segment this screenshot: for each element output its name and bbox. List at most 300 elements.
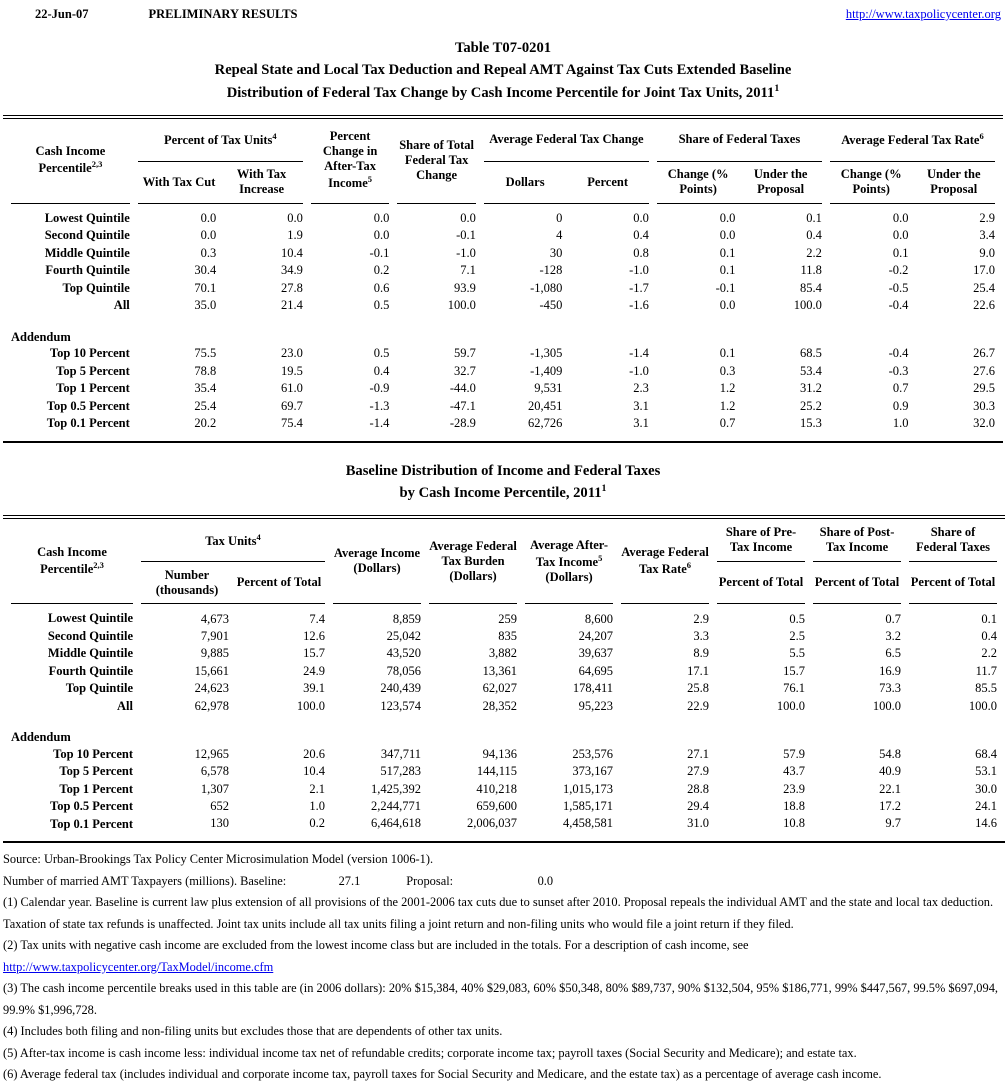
column-header-label: Cash Income Percentile$^{2,3}$ [11,119,130,204]
cell: 8,859 [392,611,422,626]
cell: 24,207 [578,628,614,643]
amt-proposal-value: 0.0 [537,873,554,888]
cell: 30 [549,245,563,260]
cell: 13,361 [482,663,518,678]
row-label: Top 10 Percent [49,346,130,361]
page-header [0,0,1006,22]
cell: 64,695 [578,663,614,678]
cell: 1.9 [287,228,303,243]
cell: 100.0 [447,298,476,313]
footnote-3: (3) The cash income percentile breaks used in this table are (in 2006 dollars): 20% $15,384, 40% $29,083, 60% $50,348, 80% $89,737, 90% $132,504, 95% $186,771, 99% $447,567, 99.5% $697,094, 99.9% $1,996,728. [3,981,998,1017]
table-number: Table T07-0201 [454,40,552,56]
cell: 31.2 [800,381,822,396]
cell: 410,218 [476,781,518,796]
cell: 0.1 [719,263,736,278]
table-row [11,763,997,781]
cell: 0.1 [981,611,998,626]
report-date: 22-Jun-07 [35,7,89,21]
cell: 17.2 [879,799,902,814]
table-row [11,645,997,663]
cell: 43,520 [386,646,422,661]
cell: 3.4 [979,228,995,243]
cell: 178,411 [572,681,614,696]
table-row [11,204,995,228]
cell: 68.4 [975,746,998,761]
column-header: Average Federal Tax Burden (Dollars) [429,519,517,604]
cell: -28.9 [449,415,476,430]
cell: 30.0 [975,781,998,796]
addendum-label: Addendum [11,329,71,344]
sub-column-header: Percent [587,174,628,189]
cell: 62,726 [528,415,563,430]
sub-column-header: Percent of Total [814,575,900,590]
cell: -0.5 [888,280,909,295]
cell: 53.4 [800,363,822,378]
column-header [830,119,995,204]
cell: 0.6 [373,280,390,295]
cell: 57.9 [783,746,806,761]
preliminary-results-label: PRELIMINARY RESULTS [148,7,298,21]
cell: 68.5 [800,346,822,361]
table-row [11,380,995,398]
footnote-1: (1) Calendar year. Baseline is current law plus extension of all provisions of the 2001-2006 tax cuts due to sunset after 2010. Proposal repeals the individual AMT and the state and local tax deduction. Taxation of state tax refunds is unaffected. Joint tax units include all tax units filing a joint return and non-filing units who would file a joint return if they filed. [3,895,994,931]
footnotes [3,849,1003,1086]
cell: 373,167 [572,764,614,779]
cell: 100.0 [296,698,326,713]
cell: 39,637 [578,646,614,661]
cell: 240,439 [380,681,422,696]
cell: -0.4 [888,346,909,361]
cell: 5.5 [789,646,806,661]
cell: 659,600 [476,799,518,814]
cell: 15.3 [800,415,822,430]
cell: -1.4 [629,346,649,361]
cell: 2,006,037 [467,816,518,831]
table-row [11,280,995,298]
cell: 10.4 [280,245,303,260]
cell: 0.0 [287,211,303,226]
cell: 0.4 [633,228,649,243]
row-label: Second Quintile [47,628,133,643]
row-label: All [113,298,130,313]
cell: 0.3 [719,363,736,378]
cell: -1.7 [629,280,649,295]
cell: -1,409 [530,363,563,378]
cell: 24,623 [194,681,229,696]
column-header [909,519,997,604]
cell: 100.0 [968,698,998,713]
amt-baseline-value: 27.1 [338,873,361,888]
cell: 20,451 [528,398,563,413]
cell: 20.2 [194,415,217,430]
cell: 0.2 [309,816,326,831]
cell: 0.4 [806,228,822,243]
row-label: Middle Quintile [44,245,130,260]
cell: 26.7 [973,346,995,361]
cell: 29.4 [687,799,710,814]
column-header: Percent Change in After-Tax Income$^5$ [311,119,390,204]
cell: 0.7 [719,415,736,430]
cell: 1,307 [200,781,229,796]
cell: -44.0 [449,381,476,396]
cell: 76.1 [783,681,806,696]
cell: 62,978 [194,698,229,713]
row-label: Lowest Quintile [44,210,130,225]
cell: 11.7 [975,663,998,678]
cell: 27.8 [280,280,303,295]
cell: 2.9 [693,611,710,626]
cell: 3.2 [885,628,902,643]
cell: 10.8 [783,816,806,831]
column-header-label: Cash Income Percentile$^{2,3}$ [11,519,133,604]
row-label: Top Quintile [62,280,130,295]
cell: 253,576 [572,746,614,761]
cell: -1.0 [629,363,649,378]
column-group-title: Tax Units$^4$ [141,519,325,562]
cell: 59.7 [453,346,476,361]
cell: 0.0 [719,211,736,226]
table1-title-block [0,38,1006,105]
table2-title-line1: Baseline Distribution of Income and Federal Taxes [345,462,661,479]
column-group-title: Share of Post-Tax Income [813,519,901,562]
cell: 6.5 [885,646,902,661]
cell: 0.0 [460,211,476,226]
cell: 0.1 [719,245,736,260]
cell: 8.9 [693,646,710,661]
cell: 8,600 [584,611,614,626]
cell: 2.5 [789,628,806,643]
cell: 31.0 [687,816,710,831]
sub-column-header: Change (% Points) [840,167,902,197]
column-group-title: Share of Federal Taxes [657,119,822,162]
cell: 32.0 [973,415,995,430]
addendum-label: Addendum [11,730,71,745]
cell: 75.4 [280,415,303,430]
cell: 0.0 [892,228,909,243]
cell: -1.0 [629,263,649,278]
cell: 0.0 [633,211,649,226]
cell: 34.9 [280,263,303,278]
cell: 0.0 [892,211,909,226]
row-label: Top 0.1 Percent [50,816,133,831]
income-definition-link[interactable]: http://www.taxpolicycenter.org/TaxModel/income.cfm [3,959,274,974]
cell: 29.5 [973,381,995,396]
cell: 2.2 [981,646,998,661]
tax-change-table [3,115,1003,443]
row-label: Top 0.1 Percent [46,416,130,431]
cell: 3,882 [488,646,518,661]
sub-column-header: Number (thousands) [155,567,219,597]
column-header [717,519,805,604]
cell: 144,115 [476,764,518,779]
cell: 14.6 [975,816,998,831]
table-row [11,781,997,799]
column-header [138,119,303,204]
amt-proposal-label: Proposal: [406,873,454,888]
cell: 652 [210,799,229,814]
table-row [11,227,995,245]
column-header [657,119,822,204]
sub-column-header: With Tax Cut [142,174,216,189]
cell: 25,042 [386,628,422,643]
cell: 73.3 [879,681,902,696]
cell: 9,885 [200,646,229,661]
spacer-row [11,715,997,730]
cell: -0.3 [888,363,909,378]
column-group-title: Percent of Tax Units$^4$ [138,119,303,162]
cell: 17.0 [973,263,995,278]
sub-column-header: Change (% Points) [667,167,729,197]
cell: 2.9 [979,211,995,226]
cell: 2.1 [309,781,326,796]
cell: 0.4 [373,363,390,378]
row-label: Top 5 Percent [59,764,133,779]
table1-title-line2: Repeal State and Local Tax Deduction and Repeal AMT Against Tax Cuts Extended Baseline [214,61,792,78]
cell: 94,136 [482,746,518,761]
cell: 24.1 [975,799,998,814]
cell: 78.8 [194,363,217,378]
cell: 25.4 [194,398,217,413]
cell: 2.3 [633,381,649,396]
cell: 123,574 [380,698,422,713]
table-row [11,663,997,681]
cell: 15.7 [783,663,806,678]
cell: 0.2 [373,263,390,278]
cell: 7.1 [460,263,476,278]
table-row [11,680,997,698]
cell: 75.5 [194,346,217,361]
cell: 1.2 [719,398,736,413]
table-row [11,746,997,764]
table-row [11,798,997,816]
table-row [11,698,997,716]
addendum-row [11,330,995,346]
cell: 22.9 [687,698,710,713]
cell: 0.7 [892,381,909,396]
cell: 0.7 [885,611,902,626]
cell: 54.8 [879,746,902,761]
cell: 0.9 [892,398,909,413]
cell: 7.4 [309,611,326,626]
spacer-row [11,315,995,330]
cell: 0.8 [633,245,649,260]
column-header: Average Federal Tax Rate$^6$ [621,519,709,604]
addendum-row [11,730,997,746]
cell: 0 [556,211,563,226]
cell: 23.0 [280,346,303,361]
row-label: Second Quintile [44,228,130,243]
cell: 17.1 [687,663,710,678]
cell: -0.9 [369,381,390,396]
cell: 28.8 [687,781,710,796]
cell: -47.1 [449,398,476,413]
cell: 9.0 [979,245,995,260]
cell: 0.1 [892,245,909,260]
row-label: Fourth Quintile [45,263,130,278]
cell: 20.6 [303,746,326,761]
row-label: Top Quintile [65,681,133,696]
taxpolicycenter-link[interactable]: http://www.taxpolicycenter.org [845,7,1001,21]
row-label: All [117,698,133,713]
table-row [11,363,995,381]
column-header [484,119,649,204]
table-row [11,262,995,280]
cell: 30.3 [973,398,995,413]
row-label: Top 0.5 Percent [50,799,133,814]
cell: 1,015,173 [563,781,614,796]
cell: 0.0 [719,298,736,313]
cell: 40.9 [879,764,902,779]
sub-column-header: Percent of Total [910,575,996,590]
cell: 15.7 [303,646,326,661]
column-group-title: Average Federal Tax Rate$^6$ [830,119,995,162]
table-row [11,245,995,263]
cell: 95,223 [578,698,614,713]
cell: -0.1 [456,228,476,243]
cell: -450 [539,298,563,313]
cell: 0.1 [719,346,736,361]
amt-taxpayers-line [3,871,1003,893]
cell: 0.5 [373,346,390,361]
cell: 0.0 [200,211,217,226]
cell: 0.3 [200,245,217,260]
row-label: Top 10 Percent [53,746,133,761]
cell: 517,283 [380,764,422,779]
cell: -128 [539,263,563,278]
cell: 4,673 [200,611,229,626]
row-label: Lowest Quintile [47,611,133,626]
cell: 0.1 [806,211,822,226]
sub-column-header: Percent of Total [236,575,322,590]
cell: 0.0 [373,228,390,243]
cell: 1,425,392 [371,781,422,796]
cell: 23.9 [783,781,806,796]
cell: 0.0 [200,228,217,243]
amt-baseline-label: Number of married AMT Taxpayers (millions). Baseline: [3,873,287,888]
cell: 0.4 [981,628,998,643]
cell: 78,056 [386,663,422,678]
cell: 15,661 [194,663,229,678]
cell: 85.4 [800,280,822,295]
cell: 259 [498,611,518,626]
cell: 22.1 [879,781,902,796]
cell: 19.5 [280,363,303,378]
cell: -0.4 [888,298,909,313]
cell: 835 [498,628,518,643]
row-label: Top 0.5 Percent [46,398,130,413]
cell: -1,080 [530,280,563,295]
column-header [813,519,901,604]
cell: 100.0 [776,698,806,713]
cell: -1.3 [369,398,390,413]
column-header: Average After-Tax Income$^5$ (Dollars) [525,519,613,604]
footnote-5: (5) After-tax income is cash income less: individual income tax net of refundable credits; corporate income tax; payroll taxes (Social Security and Medicare); and estate tax. [3,1045,857,1060]
cell: -1.0 [456,245,476,260]
column-header: Share of Total Federal Tax Change [397,119,476,204]
cell: 27.9 [687,764,710,779]
column-header [141,519,325,604]
cell: -1,305 [530,346,563,361]
column-group-title: Share of Federal Taxes [909,519,997,562]
column-header: Average Income (Dollars) [333,519,421,604]
cell: 12,965 [194,746,229,761]
table-row [11,816,997,842]
row-label: Fourth Quintile [48,663,133,678]
cell: 39.1 [303,681,326,696]
column-group-title: Average Federal Tax Change [484,119,649,162]
cell: 93.9 [453,280,476,295]
cell: 61.0 [280,381,303,396]
cell: 62,027 [482,681,518,696]
cell: 347,711 [380,746,422,761]
table2-title-line2: by Cash Income Percentile, 2011$^1$ [399,483,607,502]
cell: 0.0 [719,228,736,243]
column-group-title: Share of Pre-Tax Income [717,519,805,562]
cell: 11.8 [800,263,822,278]
cell: 16.9 [879,663,902,678]
cell: 24.9 [303,663,326,678]
cell: 4,458,581 [563,816,614,831]
table-row [11,398,995,416]
cell: 0.0 [373,211,390,226]
cell: 7,901 [200,628,229,643]
table-row [11,628,997,646]
cell: 9.7 [885,816,902,831]
sub-column-header: With Tax Increase [236,167,287,197]
cell: 27.1 [687,746,710,761]
cell: 6,578 [200,764,229,779]
cell: 3.3 [693,628,710,643]
cell: 32.7 [453,363,476,378]
cell: 18.8 [783,799,806,814]
cell: -0.2 [888,263,909,278]
footnote-6: (6) Average federal tax (includes individual and corporate income tax, payroll taxes for Social Security and Medicare, and the estate tax) as a percentage of average cash income. [3,1067,882,1082]
cell: -0.1 [715,280,736,295]
table-row [11,297,995,315]
row-label: Top 1 Percent [56,381,130,396]
cell: 0.5 [789,611,806,626]
cell: 28,352 [482,698,518,713]
cell: 100.0 [793,298,822,313]
baseline-table [3,515,1005,843]
cell: 25.2 [800,398,822,413]
cell: 35.4 [194,381,217,396]
cell: 69.7 [280,398,303,413]
cell: 43.7 [783,764,806,779]
cell: 25.8 [687,681,710,696]
cell: 10.4 [303,764,326,779]
row-label: Top 1 Percent [59,781,133,796]
cell: 2,244,771 [371,799,422,814]
cell: 1.0 [309,799,326,814]
sub-column-header: Under the Proposal [753,167,808,197]
cell: 6,464,618 [371,816,422,831]
row-label: Top 5 Percent [56,363,130,378]
cell: 2.2 [806,245,822,260]
cell: 35.0 [194,298,217,313]
footnote-2: (2) Tax units with negative cash income are excluded from the lowest income class but are included in the totals. For a description of cash income, see [3,938,749,953]
sub-column-header: Under the Proposal [926,167,981,197]
footnote-4: (4) Includes both filing and non-filing units but excludes those that are dependents of other tax units. [3,1024,503,1039]
source-note: Source: Urban-Brookings Tax Policy Center Microsimulation Model (version 1006-1). [3,852,434,867]
row-label: Middle Quintile [47,646,133,661]
cell: 130 [210,816,229,831]
cell: 9,531 [534,381,563,396]
cell: 12.6 [303,628,326,643]
cell: 22.6 [973,298,995,313]
cell: -0.1 [369,245,390,260]
cell: 30.4 [194,263,217,278]
